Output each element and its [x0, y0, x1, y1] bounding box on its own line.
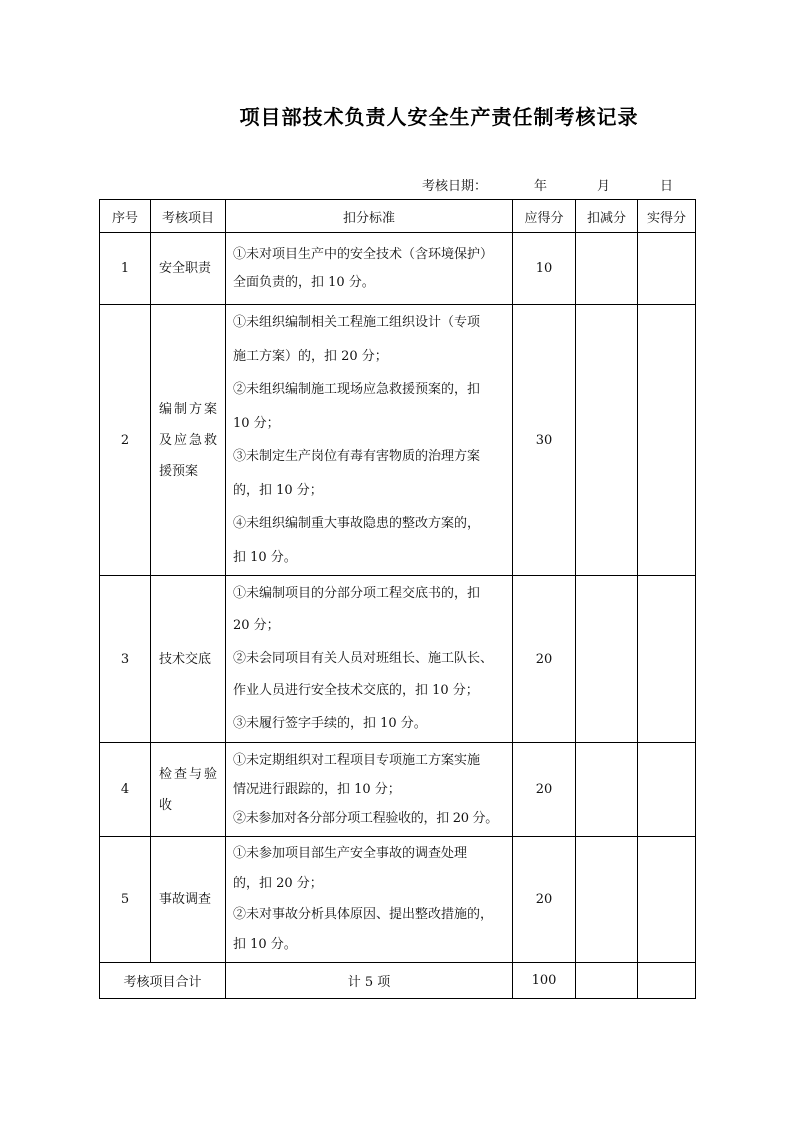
- criteria-line: 的，扣 20 分；: [233, 876, 323, 891]
- criteria-line: ①未对项目生产中的安全技术（含环境保护）: [233, 246, 494, 262]
- row-due-score: 10: [513, 233, 576, 305]
- criteria-line: 的，扣 10 分；: [233, 482, 323, 498]
- date-day-field[interactable]: 日: [660, 179, 674, 194]
- row-index: 2: [100, 305, 151, 576]
- table-total-row: [100, 963, 696, 999]
- criteria-line: 全面负责的，扣 10 分。: [233, 274, 375, 290]
- total-deducted-cell[interactable]: [576, 963, 638, 999]
- row-item: [151, 743, 226, 837]
- row-index: 5: [100, 837, 151, 963]
- row-criteria: [226, 233, 513, 305]
- row-deducted-cell[interactable]: [576, 743, 638, 837]
- item-line: 收: [159, 797, 175, 813]
- criteria-line: 20 分；: [233, 618, 280, 634]
- row-item: [151, 305, 226, 576]
- row-deducted-cell[interactable]: [576, 576, 638, 743]
- row-actual-cell[interactable]: [638, 576, 696, 743]
- row-index: 3: [100, 576, 151, 743]
- row-actual-cell[interactable]: [638, 743, 696, 837]
- criteria-line: ③未制定生产岗位有毒有害物质的治理方案: [233, 449, 481, 464]
- criteria-line: ③未履行签字手续的，扣 10 分。: [233, 715, 427, 731]
- header-actual: 实得分: [638, 200, 696, 233]
- row-due-score: 30: [513, 305, 576, 576]
- criteria-line: ①未定期组织对工程项目专项施工方案实施: [233, 753, 481, 768]
- item-line: 编制方案: [159, 401, 220, 417]
- row-criteria: [226, 576, 513, 743]
- table-header-row: [100, 200, 696, 233]
- criteria-line: ①未编制项目的分部分项工程交底书的，扣: [233, 585, 481, 601]
- total-due-score: 100: [513, 963, 576, 999]
- criteria-line: ②未参加对各分部分项工程验收的，扣 20 分。: [233, 811, 498, 826]
- row-actual-cell[interactable]: [638, 233, 696, 305]
- total-count: 计 5 项: [226, 963, 513, 999]
- item-line: 援预案: [159, 463, 199, 479]
- row-due-score: 20: [513, 743, 576, 837]
- assessment-date-line: [0, 175, 793, 195]
- assessment-table: [99, 199, 696, 999]
- assessment-date-label: 考核日期：: [422, 179, 488, 194]
- criteria-line: ①未组织编制相关工程施工组织设计（专项: [233, 315, 481, 330]
- row-index: 4: [100, 743, 151, 837]
- criteria-line: ④未组织编制重大事故隐患的整改方案的，: [233, 516, 481, 531]
- table-row: [100, 305, 696, 576]
- row-item: 事故调查: [151, 837, 226, 963]
- header-due-score: 应得分: [513, 200, 576, 233]
- row-deducted-cell[interactable]: [576, 837, 638, 963]
- row-deducted-cell[interactable]: [576, 305, 638, 576]
- row-criteria: [226, 743, 513, 837]
- row-item: 安全职责: [151, 233, 226, 305]
- row-due-score: 20: [513, 576, 576, 743]
- date-month-field[interactable]: 月: [597, 179, 611, 194]
- criteria-line: 扣 10 分。: [233, 549, 297, 565]
- criteria-line: 施工方案）的，扣 20 分；: [233, 348, 388, 364]
- table-row: [100, 233, 696, 305]
- criteria-line: 情况进行跟踪的，扣 10 分；: [233, 782, 401, 797]
- criteria-line: ②未会同项目有关人员对班组长、施工队长、: [233, 650, 494, 666]
- table-row: [100, 576, 696, 743]
- header-deducted: 扣减分: [576, 200, 638, 233]
- criteria-line: ②未对事故分析具体原因、提出整改措施的，: [233, 906, 494, 922]
- document-title: 项目部技术负责人安全生产责任制考核记录: [239, 105, 639, 129]
- row-criteria: [226, 305, 513, 576]
- item-line: 及应急救: [159, 432, 220, 448]
- header-criteria: 扣分标准: [226, 200, 513, 233]
- item-line: 检查与验: [159, 766, 220, 782]
- total-actual-cell[interactable]: [638, 963, 696, 999]
- header-index: 序号: [100, 200, 151, 233]
- row-actual-cell[interactable]: [638, 837, 696, 963]
- row-index: 1: [100, 233, 151, 305]
- criteria-line: ②未组织编制施工现场应急救援预案的，扣: [233, 382, 481, 397]
- criteria-line: 扣 10 分。: [233, 937, 297, 952]
- date-year-field[interactable]: 年: [534, 179, 548, 194]
- header-item: 考核项目: [151, 200, 226, 233]
- row-criteria: [226, 837, 513, 963]
- table-row: [100, 743, 696, 837]
- row-due-score: 20: [513, 837, 576, 963]
- criteria-line: 10 分；: [233, 415, 280, 431]
- total-label: 考核项目合计: [100, 963, 226, 999]
- table-row: [100, 837, 696, 963]
- criteria-line: ①未参加项目部生产安全事故的调查处理: [233, 845, 468, 861]
- row-item: 技术交底: [151, 576, 226, 743]
- row-deducted-cell[interactable]: [576, 233, 638, 305]
- criteria-line: 作业人员进行安全技术交底的，扣 10 分；: [233, 683, 479, 699]
- row-actual-cell[interactable]: [638, 305, 696, 576]
